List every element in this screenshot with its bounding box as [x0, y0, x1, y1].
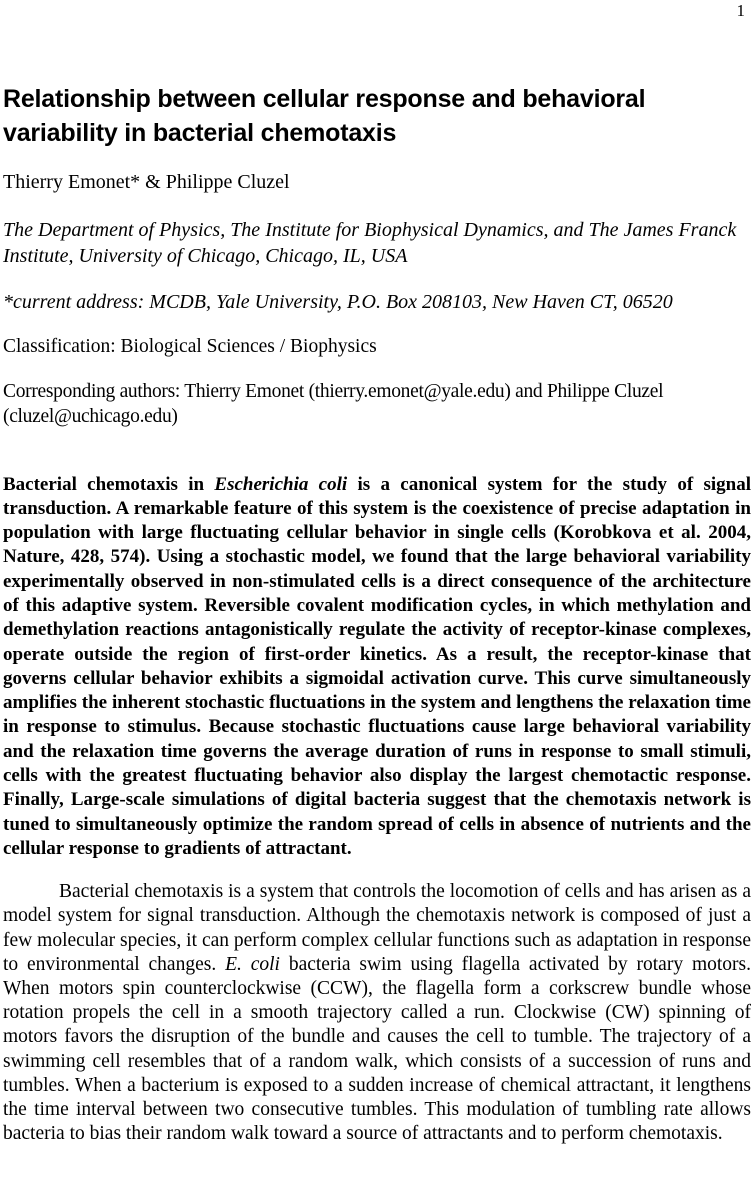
authors-line: Thierry Emonet* & Philippe Cluzel: [3, 171, 290, 193]
abstract-paragraph: Bacterial chemotaxis in Escherichia coli is a canonical system for the study of signal transduction. A remarkable feature of this system is the coexistence of precise adaptation in population with large fluctuating cellular behavior in single cells (Korobkova et al. 2004, Nature, 428, 574). Using a stochastic model, we found that the large behavioral variability experimentally observed in non-stimulated cells is a direct consequence of the architecture of this adaptive system. Reversible covalent modification cycles, in which methylation and demethylation reactions antagonistically regulate the activity of receptor-kinase complexes, operate outside the region of first-order kinetics. As a result, the receptor-kinase that governs cellular behavior exhibits a sigmoidal activation curve. This curve simultaneously amplifies the inherent stochastic fluctuations in the system and lengthens the relaxation time in response to stimulus. Because stochastic fluctuations cause large behavioral variability and the relaxation time governs the average duration of runs in response to small stimuli, cells with the greatest fluctuating behavior also display the largest chemotactic response. Finally, Large-scale simulations of digital bacteria suggest that the chemotaxis network is tuned to simultaneously optimize the random spread of cells in absence of nutrients and the cellular response to gradients of attractant.: [3, 473, 751, 859]
affiliation-line: The Department of Physics, The Institute for Biophysical Dynamics, and The James Franck Institute, University of Chicago, Chicago, IL, USA: [3, 219, 737, 267]
page-content: [0, 82, 754, 1146]
current-address-line: *current address: MCDB, Yale University, P.O. Box 208103, New Haven CT, 06520: [3, 291, 673, 313]
corresponding-authors-line: Corresponding authors: Thierry Emonet (thierry.emonet@yale.edu) and Philippe Cluzel (cluzel@uchicago.edu): [3, 380, 664, 427]
classification-line: Classification: Biological Sciences / Biophysics: [3, 336, 377, 357]
paper-title: Relationship between cellular response and behavioral variability in bacterial chemotaxis: [3, 85, 646, 147]
body-paragraph-1: Bacterial chemotaxis is a system that controls the locomotion of cells and has arisen as a model system for signal transduction. Although the chemotaxis network is composed of just a few molecular species, it can perform complex cellular functions such as adaptation in response to environmental changes. E. coli bacteria swim using flagella activated by rotary motors. When motors spin counterclockwise (CCW), the flagella form a corkscrew bundle whose rotation propels the cell in a smooth trajectory called a run. Clockwise (CW) spinning of motors favors the disruption of the bundle and causes the cell to tumble. The trajectory of a swimming cell resembles that of a random walk, which consists of a succession of runs and tumbles. When a bacterium is exposed to a sudden increase of chemical attractant, it lengthens the time interval between two consecutive tumbles. This modulation of tumbling rate allows bacteria to bias their random walk toward a source of attractants and to perform chemotaxis.: [3, 881, 751, 1145]
page-number: 1: [736, 1, 745, 20]
